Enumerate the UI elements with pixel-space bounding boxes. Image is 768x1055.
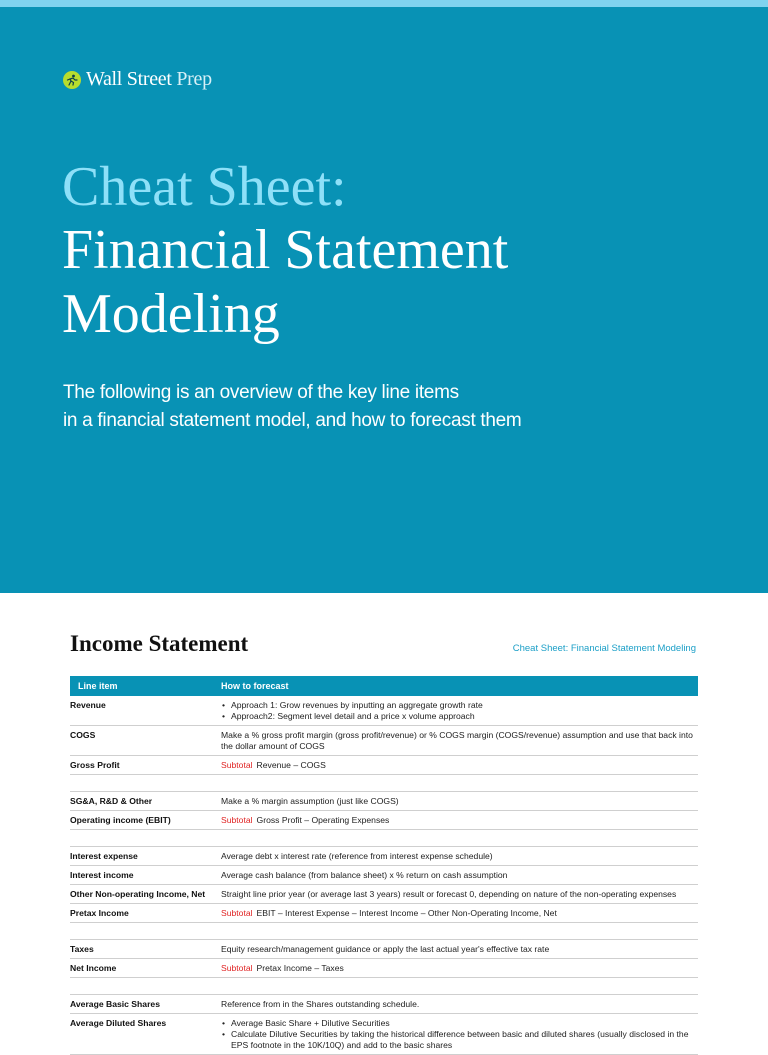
- brand-name-part1: Wall Street: [86, 68, 172, 90]
- cover-intro-line2: in a financial statement model, and how to forecast them: [63, 410, 522, 431]
- brand-name-part2: Prep: [176, 68, 212, 90]
- cover-title-line2: Financial Statement: [62, 219, 509, 281]
- cover-title-line3: Modeling: [62, 283, 280, 345]
- subtotal-formula: Revenue – COGS: [256, 760, 326, 770]
- line-item-label: Pretax Income: [70, 908, 129, 918]
- forecast-text: Reference from in the Shares outstanding schedule.: [221, 999, 420, 1009]
- forecast-description: [221, 792, 698, 810]
- line-item-label: Revenue: [70, 700, 106, 710]
- table-row: [70, 726, 698, 756]
- subtotal-formula: EBIT – Interest Expense – Interest Income – Other Non-Operating Income, Net: [256, 908, 557, 918]
- table-row: [70, 994, 698, 1014]
- running-figure-logo-icon: [63, 71, 81, 89]
- line-item-label: Average Basic Shares: [70, 999, 160, 1009]
- forecast-description: [221, 866, 698, 884]
- line-item-label: COGS: [70, 730, 96, 740]
- forecast-text: Make a % margin assumption (just like COGS): [221, 796, 399, 806]
- table-row: [70, 939, 698, 959]
- subtotal-tag: Subtotal: [221, 908, 253, 918]
- line-item-label: Other Non-operating Income, Net: [70, 889, 206, 899]
- forecast-text: Average cash balance (from balance sheet) x % return on cash assumption: [221, 870, 508, 880]
- cover-title-line1: Cheat Sheet:: [62, 156, 347, 218]
- subtotal-formula: Pretax Income – Taxes: [256, 963, 344, 973]
- column-header-line-item: Line item: [78, 681, 118, 691]
- brand-logo: [63, 68, 212, 91]
- line-item-label: Gross Profit: [70, 760, 120, 770]
- cover-intro-line1: The following is an overview of the key line items: [63, 382, 459, 403]
- subtotal-tag: Subtotal: [221, 760, 253, 770]
- subtotal-tag: Subtotal: [221, 963, 253, 973]
- forecast-bullet: • Approach2: Segment level detail and a price x volume approach: [221, 711, 696, 722]
- line-item-label: Interest expense: [70, 851, 138, 861]
- table-row: [70, 1014, 698, 1055]
- cover-panel: [0, 7, 768, 593]
- table-row: [70, 866, 698, 885]
- forecast-description: [221, 885, 698, 903]
- forecast-bullet: • Calculate Dilutive Securities by taking the historical difference between basic and diluted shares (usually disclosed in the EPS footnote in the 10K/10Q) and add to the basic shares: [221, 1029, 696, 1051]
- forecast-description: [221, 726, 698, 755]
- forecast-bullet: • Approach 1: Grow revenues by inputting an aggregate growth rate: [221, 700, 696, 711]
- forecast-description: [221, 756, 698, 774]
- table-row: [70, 811, 698, 830]
- table-row: [70, 696, 698, 726]
- line-item-label: Operating income (EBIT): [70, 815, 171, 825]
- table-row: [70, 904, 698, 923]
- forecast-description: [221, 940, 698, 958]
- cover-intro: [63, 379, 521, 435]
- forecast-description: [221, 904, 698, 922]
- forecast-description: [221, 696, 698, 725]
- section-title: Income Statement: [70, 631, 249, 656]
- forecast-description: [221, 1014, 698, 1054]
- line-item-label: Interest income: [70, 870, 134, 880]
- line-item-label: Net Income: [70, 963, 117, 973]
- subtotal-tag: Subtotal: [221, 815, 253, 825]
- forecast-text: Average debt x interest rate (reference from interest expense schedule): [221, 851, 493, 861]
- table-row: [70, 756, 698, 775]
- line-item-label: Taxes: [70, 944, 94, 954]
- income-statement-table: [70, 676, 698, 1055]
- line-item-label: Average Diluted Shares: [70, 1018, 167, 1028]
- table-row: [70, 959, 698, 978]
- forecast-bullet: • Average Basic Share + Dilutive Securities: [221, 1018, 696, 1029]
- forecast-description: [221, 995, 698, 1013]
- forecast-description: [221, 959, 698, 977]
- table-row: [70, 846, 698, 866]
- table-row: [70, 791, 698, 811]
- forecast-text: Equity research/management guidance or apply the last actual year's effective tax rate: [221, 944, 550, 954]
- column-header-how-to-forecast: How to forecast: [221, 681, 289, 691]
- forecast-description: [221, 811, 698, 829]
- subtotal-formula: Gross Profit – Operating Expenses: [256, 815, 390, 825]
- forecast-text: Make a % gross profit margin (gross profit/revenue) or % COGS margin (COGS/revenue) assumption and use that back into the dollar amount of COGS: [221, 730, 693, 751]
- forecast-text: Straight line prior year (or average last 3 years) result or forecast 0, depending on nature of the non-operating expenses: [221, 889, 677, 899]
- table-row: [70, 885, 698, 904]
- line-item-label: SG&A, R&D & Other: [70, 796, 153, 806]
- table-header: [70, 676, 698, 696]
- running-head: Cheat Sheet: Financial Statement Modeling: [512, 643, 696, 654]
- forecast-description: [221, 847, 698, 865]
- table-body: [70, 696, 698, 1055]
- top-accent-strip: [0, 0, 768, 7]
